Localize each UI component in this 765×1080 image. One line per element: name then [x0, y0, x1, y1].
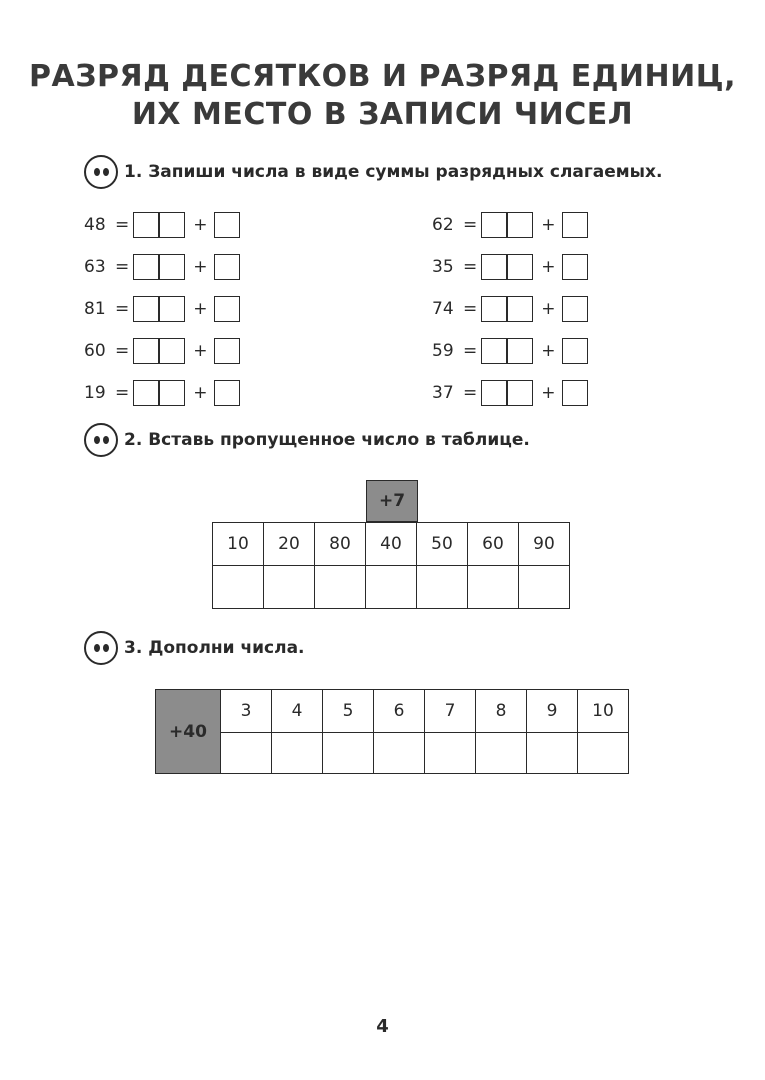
task2-table [212, 522, 570, 609]
equals-sign: = [463, 257, 478, 277]
equation-number: 19 [84, 383, 106, 403]
table-cell: 80 [315, 523, 366, 566]
plus-sign: + [541, 215, 556, 235]
table-cell: 60 [468, 523, 519, 566]
equation-number: 74 [432, 299, 454, 319]
units-box[interactable] [562, 296, 588, 322]
task1-left-column [84, 204, 240, 414]
tens-box[interactable] [507, 380, 533, 406]
tens-box[interactable] [133, 338, 159, 364]
equals-sign: = [463, 215, 478, 235]
equals-sign: = [463, 383, 478, 403]
equation-row [432, 204, 588, 246]
equation-number: 48 [84, 215, 106, 235]
equals-sign: = [115, 215, 130, 235]
units-box[interactable] [214, 380, 240, 406]
tens-box[interactable] [159, 380, 185, 406]
table-row [156, 733, 629, 774]
answer-cell[interactable] [417, 566, 468, 609]
page-number: 4 [376, 1016, 389, 1037]
task2-text: 2. Вставь пропущенное число в таблице. [124, 430, 530, 450]
tens-box[interactable] [133, 254, 159, 280]
plus-sign: + [193, 299, 208, 319]
plus-sign: + [541, 341, 556, 361]
eyes-icon [84, 423, 118, 457]
answer-cell[interactable] [213, 566, 264, 609]
task1-header [84, 154, 662, 190]
equation-row [84, 204, 240, 246]
equation-row [84, 372, 240, 414]
answer-cell[interactable] [264, 566, 315, 609]
plus-sign: + [541, 257, 556, 277]
tens-box[interactable] [481, 296, 507, 322]
task2-header [84, 422, 530, 458]
tens-box[interactable] [481, 338, 507, 364]
units-box[interactable] [214, 296, 240, 322]
task3-header [84, 630, 305, 666]
table-cell: 20 [264, 523, 315, 566]
task1-right-column [432, 204, 588, 414]
equals-sign: = [463, 299, 478, 319]
tens-box[interactable] [481, 380, 507, 406]
equals-sign: = [115, 341, 130, 361]
answer-cell[interactable] [578, 733, 629, 774]
equals-sign: = [115, 299, 130, 319]
table-cell: 10 [213, 523, 264, 566]
equation-number: 59 [432, 341, 454, 361]
operation-cell: +40 [156, 690, 221, 774]
eyes-icon [84, 155, 118, 189]
plus-sign: + [193, 215, 208, 235]
plus-sign: + [541, 383, 556, 403]
answer-cell[interactable] [366, 566, 417, 609]
operation-cell: +7 [366, 480, 418, 522]
tens-box[interactable] [481, 254, 507, 280]
plus-sign: + [541, 299, 556, 319]
equation-row [84, 288, 240, 330]
units-box[interactable] [562, 254, 588, 280]
tens-box[interactable] [507, 338, 533, 364]
equation-row [432, 246, 588, 288]
table-cell: 3 [221, 690, 272, 733]
units-box[interactable] [562, 212, 588, 238]
equals-sign: = [463, 341, 478, 361]
equation-row [432, 372, 588, 414]
table-cell: 7 [425, 690, 476, 733]
equation-number: 81 [84, 299, 106, 319]
table-cell: 4 [272, 690, 323, 733]
table-cell: 50 [417, 523, 468, 566]
answer-cell[interactable] [476, 733, 527, 774]
eyes-icon [84, 631, 118, 665]
plus-sign: + [193, 341, 208, 361]
plus-sign: + [193, 383, 208, 403]
table-row [156, 690, 629, 733]
plus-sign: + [193, 257, 208, 277]
answer-cell[interactable] [468, 566, 519, 609]
units-box[interactable] [562, 380, 588, 406]
table-row [213, 566, 570, 609]
equals-sign: = [115, 257, 130, 277]
table-cell: 5 [323, 690, 374, 733]
units-box[interactable] [214, 338, 240, 364]
page-title [0, 58, 765, 134]
answer-cell[interactable] [323, 733, 374, 774]
tens-box[interactable] [133, 296, 159, 322]
equation-number: 35 [432, 257, 454, 277]
equals-sign: = [115, 383, 130, 403]
units-box[interactable] [214, 254, 240, 280]
answer-cell[interactable] [272, 733, 323, 774]
tens-box[interactable] [481, 212, 507, 238]
table-cell: 90 [519, 523, 570, 566]
answer-cell[interactable] [221, 733, 272, 774]
equation-row [84, 330, 240, 372]
tens-box[interactable] [133, 380, 159, 406]
answer-cell[interactable] [425, 733, 476, 774]
tens-box[interactable] [507, 296, 533, 322]
title-line-2: ИХ МЕСТО В ЗАПИСИ ЧИСЕЛ [131, 97, 634, 132]
equation-row [84, 246, 240, 288]
table-cell: 6 [374, 690, 425, 733]
table-cell: 40 [366, 523, 417, 566]
equation-number: 60 [84, 341, 106, 361]
equation-row [432, 330, 588, 372]
task3-text: 3. Дополни числа. [124, 638, 305, 658]
table-cell: 9 [527, 690, 578, 733]
tens-box[interactable] [159, 338, 185, 364]
answer-cell[interactable] [374, 733, 425, 774]
table-cell: 10 [578, 690, 629, 733]
answer-cell[interactable] [527, 733, 578, 774]
task3-table [155, 689, 629, 774]
task1-text: 1. Запиши числа в виде суммы разрядных слагаемых. [124, 162, 663, 182]
tens-box[interactable] [159, 212, 185, 238]
tens-box[interactable] [159, 254, 185, 280]
equation-number: 37 [432, 383, 454, 403]
answer-cell[interactable] [519, 566, 570, 609]
units-box[interactable] [562, 338, 588, 364]
tens-box[interactable] [133, 212, 159, 238]
tens-box[interactable] [507, 254, 533, 280]
equation-number: 62 [432, 215, 454, 235]
table-cell: 8 [476, 690, 527, 733]
tens-box[interactable] [507, 212, 533, 238]
title-line-1: РАЗРЯД ДЕСЯТКОВ И РАЗРЯД ЕДИНИЦ, [29, 59, 736, 94]
tens-box[interactable] [159, 296, 185, 322]
answer-cell[interactable] [315, 566, 366, 609]
equation-row [432, 288, 588, 330]
units-box[interactable] [214, 212, 240, 238]
equation-number: 63 [84, 257, 106, 277]
table-row [213, 523, 570, 566]
